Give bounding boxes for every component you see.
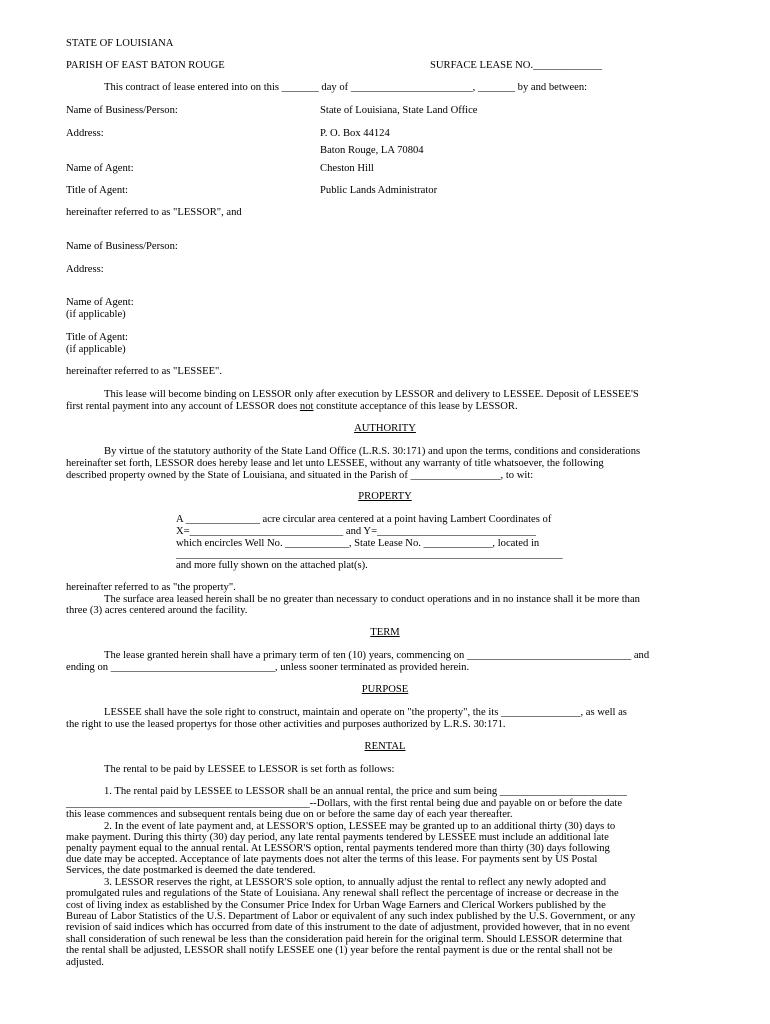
lessee-agent-label: Name of Agent: [66, 297, 134, 308]
state-heading: STATE OF LOUISIANA [66, 38, 174, 49]
binding-line2-pre: first rental payment into any account of LESSOR does [66, 401, 300, 412]
property-line3: which encircles Well No. ____________, State Lease No. _____________, located in [176, 538, 540, 549]
rental-intro: The rental to be paid by LESSEE to LESSOR is set forth as follows: [104, 764, 395, 775]
lessor-address-line2: Baton Rouge, LA 70804 [320, 145, 424, 156]
property-line1: A ______________ acre circular area centered at a point having Lambert Coordinates of [176, 514, 552, 525]
lessee-agent-note: (if applicable) [66, 309, 126, 320]
rental-p2-line2: make payment. During this thirty (30) day period, any late rental payments tendered by LESSEE must include an additional late [66, 832, 609, 843]
rental-p2-line3: penalty payment equal to the annual rental. At LESSOR'S option, rental payments tendered more than thirty (30) days following [66, 843, 610, 854]
binding-line2 [66, 401, 518, 413]
purpose-line2: the right to use the leased propertys for those other activities and purposes authorized by L.R.S. 30:171. [66, 719, 506, 730]
lessor-title-value: Public Lands Administrator [320, 185, 438, 196]
rental-p3-line3: cost of living index as established by the Consumer Price Index for Urban Wage Earners and Clerical Workers published by the [66, 900, 606, 911]
term-line1: The lease granted herein shall have a primary term of ten (10) years, commencing on _______________________________ and [104, 650, 650, 661]
lessor-agent-value: Cheston Hill [320, 163, 374, 174]
rental-p3-line5: revision of said indices which has occurred from date of this instrument to the date of adjustment, provided however, that in no event [66, 922, 630, 933]
authority-line3: described property owned by the State of Louisiana, and situated in the Parish of _________________, to wit: [66, 470, 534, 481]
term-heading: TERM [370, 627, 400, 638]
lessee-business-label: Name of Business/Person: [66, 241, 178, 252]
lessee-title-note: (if applicable) [66, 344, 126, 355]
lessor-address-label: Address: [66, 128, 104, 139]
authority-heading: AUTHORITY [354, 423, 416, 434]
binding-line2-post: constitute acceptance of this lease by LESSOR. [313, 401, 518, 412]
rental-p3-line8: adjusted. [66, 957, 104, 968]
binding-not-underlined: not [299, 401, 314, 412]
purpose-line1: LESSEE shall have the sole right to construct, maintain and operate on "the property", the its _______________, as well as [104, 707, 627, 718]
lessor-business-value: State of Louisiana, State Land Office [320, 105, 478, 116]
rental-p2-line5: Services, the date postmarked is deemed the date tendered. [66, 865, 316, 876]
lessor-referred: hereinafter referred to as "LESSOR", and [66, 207, 242, 218]
rental-heading: RENTAL [364, 741, 406, 752]
rental-p3-line7: the rental shall be adjusted, LESSOR shall notify LESSEE one (1) year before the rental payment is due or the rental shall not be [66, 945, 613, 956]
property-line4: _________________________________________________________________________ [176, 549, 563, 560]
rental-p3-line6: shall consideration of such renewal be less than the consideration paid herein for the original term. Should LESSOR determine that [66, 934, 623, 945]
lessor-title-label: Title of Agent: [66, 185, 128, 196]
lessee-address-label: Address: [66, 264, 104, 275]
rental-p1-line3: this lease commences and subsequent rentals being due on or before the same day of each year thereafter. [66, 809, 513, 820]
binding-line1: This lease will become binding on LESSOR only after execution by LESSOR and delivery to LESSEE. Deposit of LESSEE'S [104, 389, 639, 400]
property-surface-line2: three (3) acres centered around the facility. [66, 605, 248, 616]
authority-line2: hereinafter set forth, LESSOR does hereby lease and let unto LESSEE, without any warranty of title whatsoever, the following [66, 458, 604, 469]
rental-p2-line4: due date may be accepted. Acceptance of late payments does not alter the terms of this lease. For payments sent by US Postal [66, 854, 598, 865]
rental-p3-line1: 3. LESSOR reserves the right, at LESSOR'S sole option, to annually adjust the rental to reflect any newly adopted and [104, 877, 607, 888]
property-referred: hereinafter referred to as "the property". [66, 582, 236, 593]
property-surface-line1: The surface area leased herein shall be no greater than necessary to conduct operations and in no instance shall it be more than [104, 594, 640, 605]
authority-line1: By virtue of the statutory authority of the State Land Office (L.R.S. 30:171) and upon the terms, conditions and considerations [104, 446, 641, 457]
property-line5: and more fully shown on the attached plat(s). [176, 560, 368, 571]
purpose-heading: PURPOSE [361, 684, 409, 695]
property-line2: X=_____________________________ and Y=______________________________ [176, 526, 536, 537]
lessor-address-line1: P. O. Box 44124 [320, 128, 390, 139]
parish-heading: PARISH OF EAST BATON ROUGE [66, 60, 225, 71]
term-line2: ending on _______________________________, unless sooner terminated as provided herein. [66, 662, 470, 673]
lessee-title-label: Title of Agent: [66, 332, 128, 343]
rental-p3-line2: promulgated rules and regulations of the State of Louisiana. Any renewal shall reflect the percentage of increase or decrease in the [66, 888, 619, 899]
lessee-referred: hereinafter referred to as "LESSEE". [66, 366, 223, 377]
lessor-business-label: Name of Business/Person: [66, 105, 178, 116]
contract-line: This contract of lease entered into on this _______ day of _______________________, _______ by and between: [104, 82, 588, 93]
rental-p3-line4: Bureau of Labor Statistics of the U.S. Department of Labor or equivalent of any such index published by the U.S. Government, or any [66, 911, 636, 922]
rental-p2-line1: 2. In the event of late payment and, at LESSOR'S option, LESSEE may be granted up to an additional thirty (30) days to [104, 821, 616, 832]
rental-p1-line2: ______________________________________________--Dollars, with the first rental being due and payable on or before the date [66, 798, 623, 809]
rental-p1-line1: 1. The rental paid by LESSEE to LESSOR shall be an annual rental, the price and sum being ________________________ [104, 786, 627, 797]
property-heading: PROPERTY [358, 491, 412, 502]
lessor-agent-label: Name of Agent: [66, 163, 134, 174]
surface-lease-number: SURFACE LEASE NO._____________ [430, 60, 602, 71]
